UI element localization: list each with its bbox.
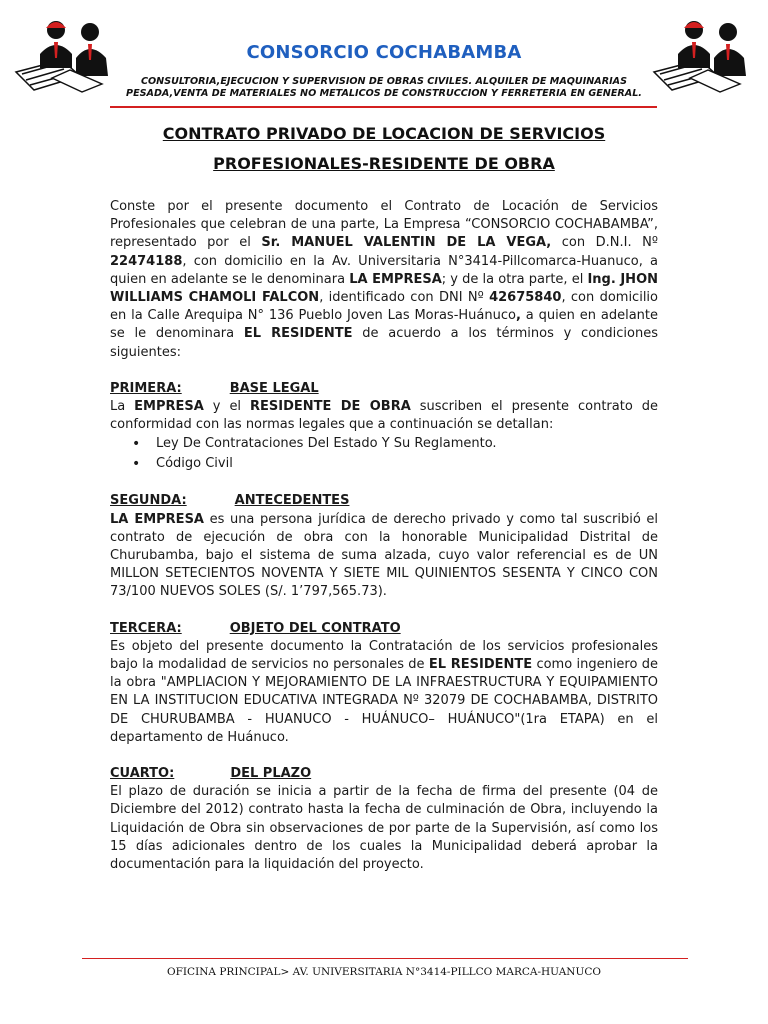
section-label: SEGUNDA:	[110, 493, 187, 509]
intro-text: , con domicilio en la Calle Arequipa N° 136 Pueblo Joven Las Moras-Huánuco	[110, 290, 658, 324]
empresa-label: LA EMPRESA	[349, 271, 442, 287]
contract-body	[110, 198, 658, 874]
section-paragraph-cuarto	[110, 783, 658, 874]
section-title: OBJETO DEL CONTRATO	[229, 620, 401, 636]
section-paragraph-tercera	[110, 638, 658, 747]
paragraph-text: El plazo de duración se inicia a partir de la fecha de firma del presente (04 de Diciembre del 2012) contrato hasta la fecha de culminación de Obra, incluyendo la Liquidación de Obra sin observaciones de por parte de la Supervisión, así como los 15 días adicionales dentro de los cuales la Municipalidad deberá aprobar la documentación para la liquidación del proyecto.	[110, 784, 658, 873]
section-heading-cuarto	[110, 765, 658, 783]
representative-name: Sr. MANUEL VALENTIN DE LA VEGA,	[261, 235, 552, 251]
intro-paragraph	[110, 198, 658, 362]
intro-text: , identificado con DNI Nº	[319, 290, 490, 306]
engineer-name: Ing. JHON WILLIAMS CHAMOLI FALCON	[110, 271, 658, 306]
residente-label: EL RESIDENTE	[243, 326, 353, 342]
paragraph-text: como ingeniero de la obra "AMPLIACION Y MEJORAMIENTO DE LA INFRAESTRUCTURA Y EQUIPAMIENTO EN LA INSTITUCION EDUCATIVA INTEGRADA Nº 32079 DE COCHABAMBA, DISTRITO DE CHURUBAMBA - HUANUCO - HUÁNUCO– HUÁNUCO"(1ra ETAPA) en el departamento de Huánuco.	[110, 657, 658, 745]
intro-comma: ,	[515, 308, 521, 324]
intro-text: Conste por el presente documento el Contrato de Locación de Servicios Profesionales que celebran de una parte, La Empresa “CONSORCIO COCHABAMBA”, representado por el	[110, 199, 658, 251]
section-paragraph-segunda	[110, 511, 658, 602]
document-title-line-1: CONTRATO PRIVADO DE LOCACION DE SERVICIOS	[162, 124, 606, 143]
paragraph-bold: EMPRESA	[134, 399, 204, 415]
section-heading-primera	[110, 380, 658, 398]
header-divider	[110, 106, 657, 108]
paragraph-text: Es objeto del presente documento la Contratación de los servicios profesionales bajo la modalidad de servicios no personales de	[110, 638, 658, 673]
paragraph-text: es una persona jurídica de derecho privado y como tal suscribió el contrato de ejecución de obra con la honorable Municipalidad Distrital de Churubamba, bajo el sistema de suma alzada, cuyo valor referencial es de UN MILLON SETECIENTOS NOVENTA Y SIETE MIL QUINIENTOS SESENTA Y CINCO CON 73/100 NUEVOS SOLES (S/. 1’797,565.73).	[110, 511, 658, 600]
intro-text: a quien en adelante se le denominara	[110, 308, 658, 342]
paragraph-text: suscriben el presente contrato de conformidad con las normas legales que a continuación se detallan:	[110, 399, 658, 433]
legal-basis-list	[110, 434, 658, 474]
company-name: CONSORCIO COCHABAMBA	[246, 42, 522, 63]
list-item: • Código Civil	[156, 454, 658, 474]
section-paragraph-primera	[110, 398, 658, 434]
paragraph-bold: EL RESIDENTE	[428, 657, 533, 673]
intro-text: con D.N.I. Nº	[551, 235, 658, 251]
intro-text: ; y de la otra parte, el	[441, 271, 588, 287]
paragraph-bold: RESIDENTE DE OBRA	[250, 399, 411, 415]
representative-dni: 22474188	[110, 253, 183, 269]
section-label: CUARTO:	[110, 766, 175, 782]
footer-divider	[82, 958, 688, 959]
section-title: DEL PLAZO	[230, 766, 312, 782]
section-title: ANTECEDENTES	[234, 493, 350, 509]
paragraph-bold: LA EMPRESA	[110, 511, 204, 527]
list-item: • Ley De Contrataciones Del Estado Y Su Reglamento.	[156, 434, 658, 454]
intro-text: de acuerdo a los términos y condiciones siguientes:	[110, 326, 658, 360]
paragraph-text: y el	[203, 399, 250, 415]
section-label: TERCERA:	[110, 620, 182, 636]
engineer-dni: 42675840	[489, 290, 562, 306]
company-tagline: CONSULTORIA,EJECUCION Y SUPERVISION DE OBRAS CIVILES. ALQUILER DE MAQUINARIAS PESADA,VENTA DE MATERIALES NO METALICOS DE CONSTRUCCION Y FERRETERIA EN GENERAL.	[126, 76, 642, 99]
document-title-line-2: PROFESIONALES-RESIDENTE DE OBRA	[213, 154, 555, 173]
section-heading-segunda	[110, 492, 658, 510]
section-title: BASE LEGAL	[229, 380, 319, 396]
section-label: PRIMERA:	[110, 380, 182, 396]
paragraph-text: La	[110, 399, 135, 415]
section-heading-tercera	[110, 620, 658, 638]
intro-text: , con domicilio en la Av. Universitaria N°3414-Pillcomarca-Huanuco, a quien en adelante se le denominara	[110, 253, 658, 287]
footer-address: OFICINA PRINCIPAL> AV. UNIVERSITARIA N°3414-PILLCO MARCA-HUANUCO	[167, 966, 601, 978]
